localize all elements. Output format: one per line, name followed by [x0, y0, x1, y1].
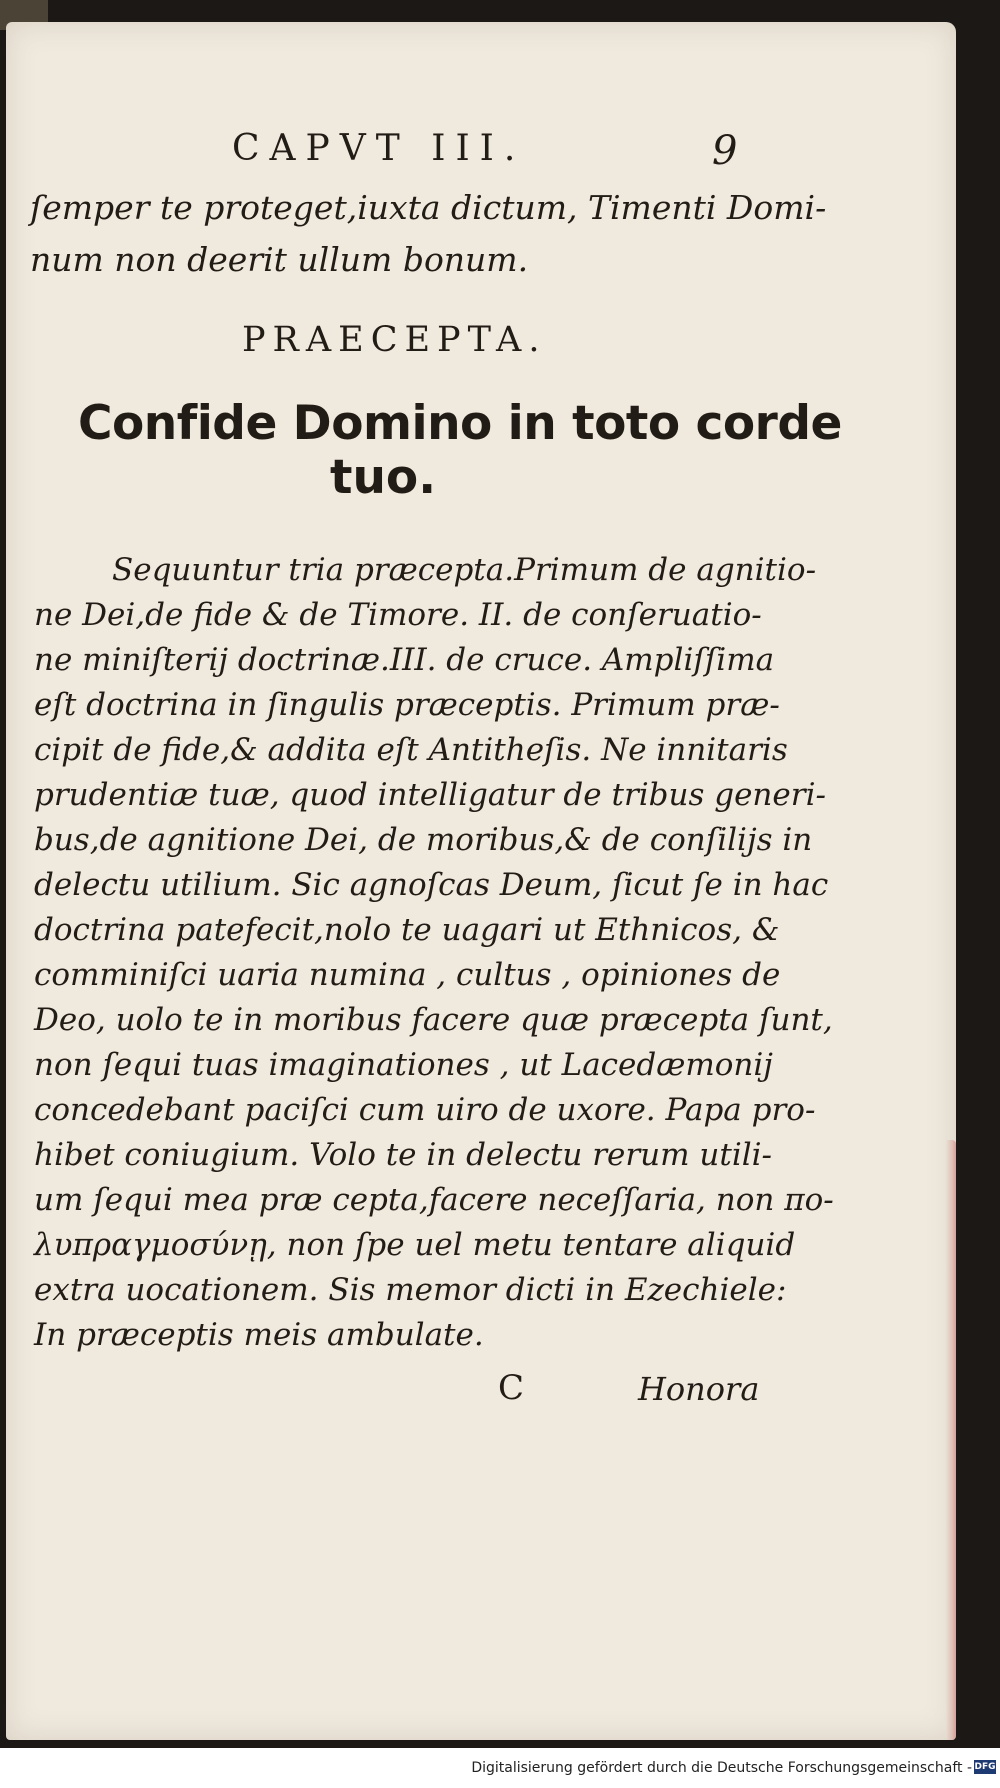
- body-line: delectu utilium. Sic agnoſcas Deum, ſicut ſe in hac: [34, 867, 829, 903]
- continued-line-1: ſemper te proteget,iuxta dictum, Timenti Domi-: [30, 188, 827, 227]
- body-line: λυπραγμοσύνῃ, non ſpe uel metu tentare aliquid: [34, 1227, 796, 1263]
- page-number: 9: [712, 128, 738, 174]
- dfg-logo: DFG: [974, 1762, 996, 1772]
- running-head: CAPVT III.: [232, 128, 526, 169]
- body-line: concedebant paciſci cum uiro de uxore. Papa pro-: [34, 1092, 816, 1128]
- precept-heading-line-2: tuo.: [330, 450, 437, 505]
- body-paragraph: [34, 548, 834, 1358]
- body-line: ne miniſterij doctrinæ.III. de cruce. Ampliſſima: [34, 642, 775, 678]
- body-line: bus,de agnitione Dei, de moribus,& de conſilijs in: [34, 822, 813, 858]
- body-line: cipit de fide,& addita eſt Antitheſis. Ne innitaris: [34, 732, 788, 768]
- continued-line-2: num non deerit ullum bonum.: [30, 240, 529, 279]
- body-line: In præceptis meis ambulate.: [34, 1317, 484, 1353]
- body-line: extra uocationem. Sis memor dicti in Ezechiele:: [34, 1272, 787, 1308]
- body-line: ne Dei,de fide & de Timore. II. de conſeruatio-: [34, 597, 762, 633]
- body-line: prudentiæ tuæ, quod intelligatur de tribus generi-: [34, 777, 826, 813]
- body-line: hibet coniugium. Volo te in delectu rerum utili-: [34, 1137, 773, 1173]
- digitization-credit: Digitalisierung gefördert durch die Deutsche Forschungsgemeinschaft -: [471, 1760, 972, 1776]
- precept-heading-line-1: Confide Domino in toto corde: [78, 396, 842, 451]
- body-line: eſt doctrina in ſingulis præceptis. Primum præ-: [34, 687, 780, 723]
- body-line: non ſequi tuas imaginationes , ut Lacedæmonij: [34, 1047, 773, 1083]
- body-line: comminiſci uaria numina , cultus , opiniones de: [34, 957, 781, 993]
- body-line: doctrina patefecit,nolo te uagari ut Ethnicos, &: [34, 912, 780, 948]
- signature-mark: C: [498, 1368, 525, 1408]
- body-line: Deo, uolo te in moribus facere quæ præcepta ſunt,: [34, 1002, 833, 1038]
- body-line: Sequuntur tria præcepta.Primum de agnitio-: [112, 552, 817, 588]
- catchword: Honora: [638, 1370, 760, 1408]
- section-title: PRAECEPTA.: [242, 320, 547, 360]
- page-edge-stain: [946, 1140, 956, 1740]
- body-line: um ſequi mea præ cepta,facere neceſſaria, non πο-: [34, 1182, 834, 1218]
